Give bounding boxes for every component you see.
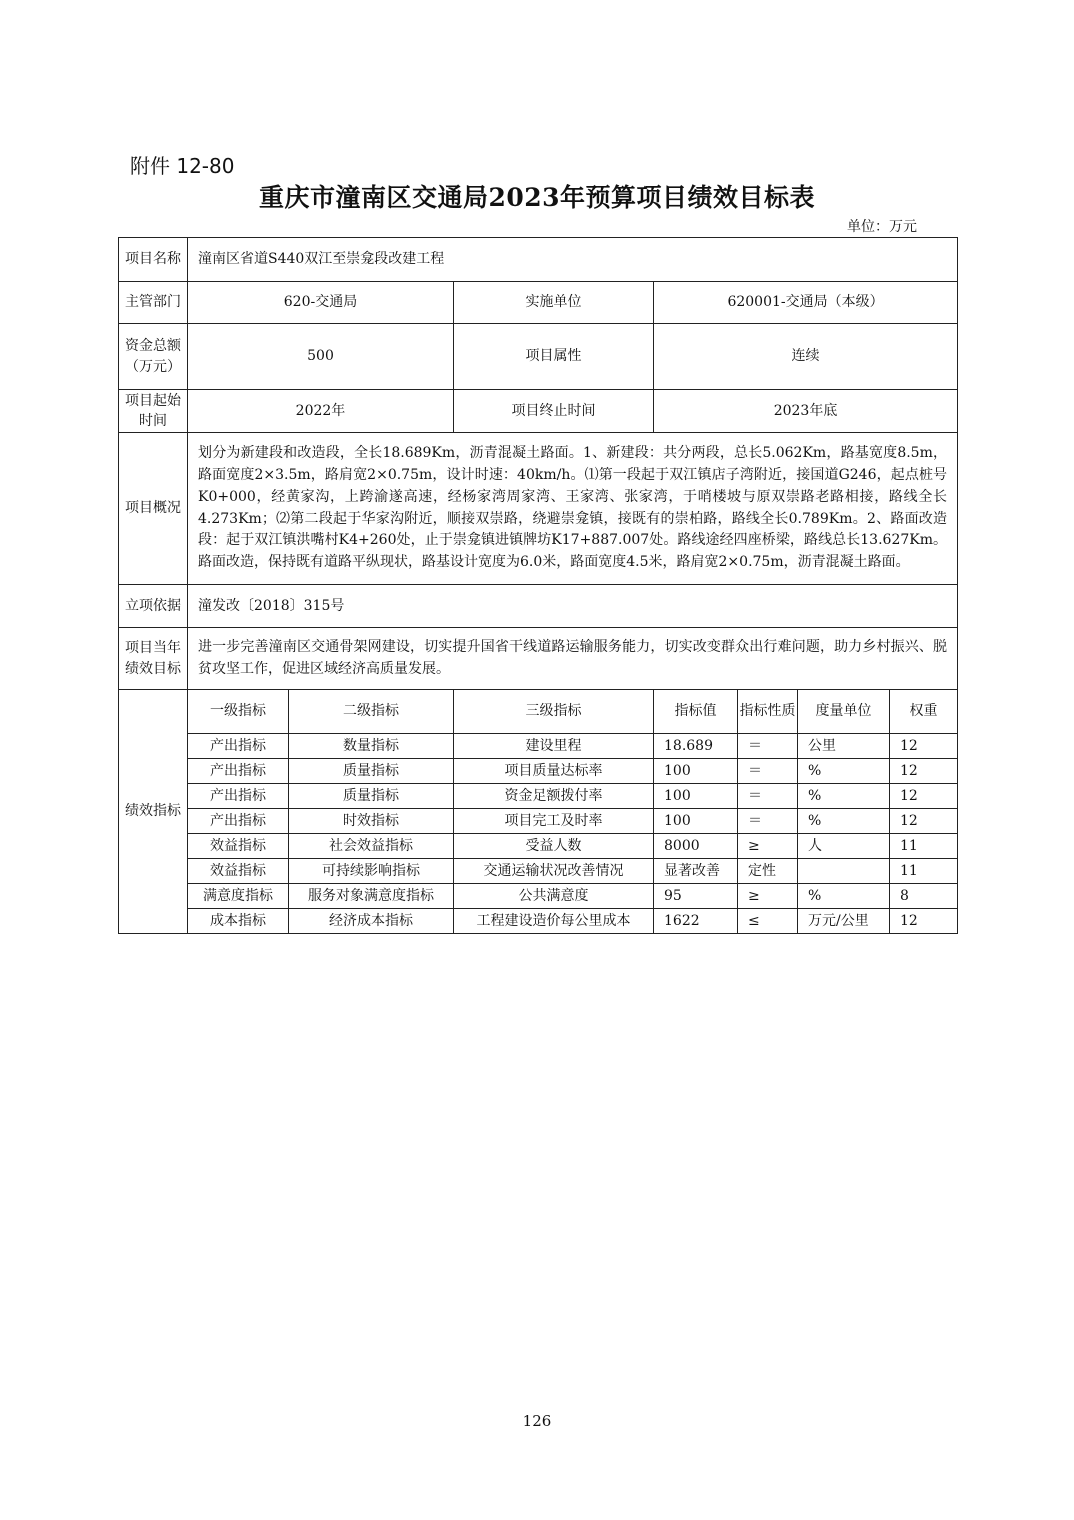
cell-unit: % xyxy=(798,759,890,784)
cell-value: 1622 xyxy=(654,909,738,934)
cell-level2: 社会效益指标 xyxy=(289,834,454,859)
table-row xyxy=(119,809,958,834)
cell-unit xyxy=(798,859,890,884)
cell-nature: ≥ xyxy=(738,834,798,859)
cell-value: 8000 xyxy=(654,834,738,859)
cell-weight: 8 xyxy=(890,884,958,909)
end-time-value: 2023年底 xyxy=(654,390,958,433)
cell-weight: 12 xyxy=(890,809,958,834)
table-row xyxy=(119,734,958,759)
header-unit: 度量单位 xyxy=(798,690,890,734)
cell-level2: 质量指标 xyxy=(289,784,454,809)
cell-value: 95 xyxy=(654,884,738,909)
perf-indicator-label: 绩效指标 xyxy=(119,690,188,934)
cell-unit: % xyxy=(798,884,890,909)
cell-level1: 产出指标 xyxy=(188,759,289,784)
cell-nature: ＝ xyxy=(738,734,798,759)
unit-note: 单位：万元 xyxy=(847,219,917,235)
cell-nature: ≤ xyxy=(738,909,798,934)
cell-unit: 公里 xyxy=(798,734,890,759)
cell-level1: 效益指标 xyxy=(188,859,289,884)
table-row xyxy=(119,884,958,909)
dept-value: 620-交通局 xyxy=(188,282,454,324)
cell-value: 100 xyxy=(654,759,738,784)
cell-level2: 数量指标 xyxy=(289,734,454,759)
cell-weight: 12 xyxy=(890,909,958,934)
goal-value: 进一步完善潼南区交通骨架网建设，切实提升国省干线道路运输服务能力，切实改变群众出行难问题，助力乡村振兴、脱贫攻坚工作，促进区域经济高质量发展。 xyxy=(188,628,958,690)
start-time-value: 2022年 xyxy=(188,390,454,433)
cell-weight: 11 xyxy=(890,834,958,859)
cell-nature: ＝ xyxy=(738,759,798,784)
project-name-value: 潼南区省道S440双江至崇龛段改建工程 xyxy=(188,238,958,282)
cell-level1: 产出指标 xyxy=(188,734,289,759)
cell-level2: 时效指标 xyxy=(289,809,454,834)
fund-total-label: 资金总额（万元） xyxy=(119,324,188,390)
cell-level1: 成本指标 xyxy=(188,909,289,934)
cell-unit: 人 xyxy=(798,834,890,859)
start-time-label: 项目起始时间 xyxy=(119,390,188,433)
cell-level3: 资金足额拨付率 xyxy=(454,784,654,809)
cell-level3: 建设里程 xyxy=(454,734,654,759)
cell-weight: 12 xyxy=(890,784,958,809)
cell-level3: 工程建设造价每公里成本 xyxy=(454,909,654,934)
cell-level1: 效益指标 xyxy=(188,834,289,859)
cell-level3: 公共满意度 xyxy=(454,884,654,909)
table-row xyxy=(119,784,958,809)
project-attr-value: 连续 xyxy=(654,324,958,390)
cell-unit: % xyxy=(798,809,890,834)
goal-label: 项目当年绩效目标 xyxy=(119,628,188,690)
cell-unit: % xyxy=(798,784,890,809)
overview-label: 项目概况 xyxy=(119,433,188,585)
cell-level3: 交通运输状况改善情况 xyxy=(454,859,654,884)
cell-level3: 项目完工及时率 xyxy=(454,809,654,834)
header-value: 指标值 xyxy=(654,690,738,734)
impl-unit-value: 620001-交通局（本级） xyxy=(654,282,958,324)
cell-weight: 11 xyxy=(890,859,958,884)
cell-weight: 12 xyxy=(890,734,958,759)
cell-level1: 产出指标 xyxy=(188,809,289,834)
fund-total-value: 500 xyxy=(188,324,454,390)
cell-value: 100 xyxy=(654,809,738,834)
cell-level3: 项目质量达标率 xyxy=(454,759,654,784)
table-row xyxy=(119,759,958,784)
cell-nature: ≥ xyxy=(738,884,798,909)
cell-level2: 服务对象满意度指标 xyxy=(289,884,454,909)
page-number: 126 xyxy=(522,1412,552,1430)
end-time-label: 项目终止时间 xyxy=(454,390,654,433)
project-name-label: 项目名称 xyxy=(119,238,188,282)
cell-nature: ＝ xyxy=(738,809,798,834)
header-level3: 三级指标 xyxy=(454,690,654,734)
header-weight: 权重 xyxy=(890,690,958,734)
attachment-number: 附件 12-80 xyxy=(130,154,235,178)
cell-value: 显著改善 xyxy=(654,859,738,884)
table-row xyxy=(119,859,958,884)
table-row xyxy=(119,834,958,859)
cell-level1: 满意度指标 xyxy=(188,884,289,909)
basis-value: 潼发改〔2018〕315号 xyxy=(188,585,958,628)
cell-value: 18.689 xyxy=(654,734,738,759)
cell-nature: 定性 xyxy=(738,859,798,884)
page-title: 重庆市潼南区交通局2023年预算项目绩效目标表 xyxy=(258,183,816,212)
cell-unit: 万元/公里 xyxy=(798,909,890,934)
cell-level3: 受益人数 xyxy=(454,834,654,859)
overview-value: 划分为新建段和改造段，全长18.689Km，沥青混凝土路面。1、新建段：共分两段，总长5.062Km，路基宽度8.5m，路面宽度2×3.5m，路肩宽2×0.75m，设计时速：40km/h。⑴第一段起于双江镇店子湾附近，接国道G246，起点桩号K0+000，经黄家沟，上跨渝遂高速，经杨家湾周家湾、王家湾、张家湾，于哨楼坡与原双崇路老路相接，路线全长4.273Km；⑵第二段起于华家沟附近，顺接双崇路，绕避崇龛镇，接既有的崇柏路，路线全长0.789Km。2、路面改造段：起于双江镇洪嘴村K4+260处，止于崇龛镇进镇牌坊K17+887.007处。路线途经四座桥梁，路线总长13.627Km。路面改造，保持既有道路平纵现状，路基设计宽度为6.0米，路面宽度4.5米，路肩宽2×0.75m，沥青混凝土路面。 xyxy=(188,433,958,585)
cell-nature: ＝ xyxy=(738,784,798,809)
header-level1: 一级指标 xyxy=(188,690,289,734)
cell-level2: 质量指标 xyxy=(289,759,454,784)
cell-level2: 经济成本指标 xyxy=(289,909,454,934)
project-attr-label: 项目属性 xyxy=(454,324,654,390)
performance-table xyxy=(118,237,958,934)
cell-weight: 12 xyxy=(890,759,958,784)
impl-unit-label: 实施单位 xyxy=(454,282,654,324)
header-nature: 指标性质 xyxy=(738,690,798,734)
cell-value: 100 xyxy=(654,784,738,809)
cell-level2: 可持续影响指标 xyxy=(289,859,454,884)
dept-label: 主管部门 xyxy=(119,282,188,324)
basis-label: 立项依据 xyxy=(119,585,188,628)
cell-level1: 产出指标 xyxy=(188,784,289,809)
header-level2: 二级指标 xyxy=(289,690,454,734)
table-row xyxy=(119,909,958,934)
